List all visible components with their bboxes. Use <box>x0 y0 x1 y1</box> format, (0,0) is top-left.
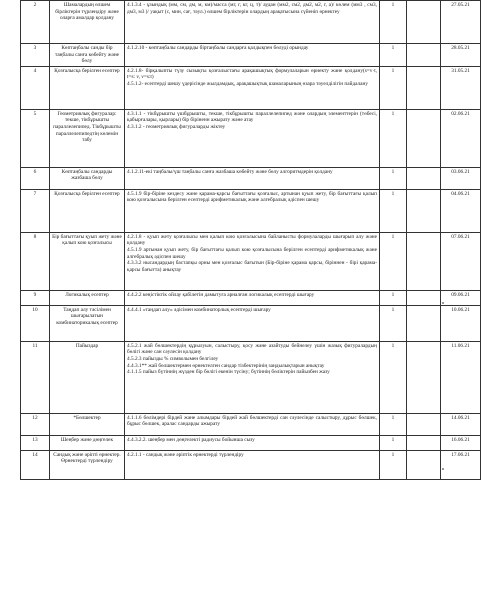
hours-value: 1 <box>391 451 395 458</box>
lesson-topic: Логикалық есептер <box>65 291 109 298</box>
table-row <box>21 290 481 305</box>
lesson-topic-cell <box>50 305 125 341</box>
date-cell <box>441 44 481 67</box>
lesson-topic-cell <box>50 1 125 44</box>
scan-speck <box>442 302 444 304</box>
learning-objective: 4.2.1.1 - сандық және әріптік өрнектерді түрлендіру <box>127 451 244 458</box>
hours-value: 1 <box>391 67 395 74</box>
learning-objectives-cell <box>125 189 380 232</box>
lesson-topic: Геометриялық фигуралар: текше, тікбұрышты параллелепипед. Тікбұрышты параллелепипедтің көлемін табу <box>53 110 121 144</box>
empty-cell <box>407 450 441 479</box>
lesson-date: 09.06.21 <box>451 291 470 298</box>
learning-objectives-cell <box>125 167 380 189</box>
table-row <box>21 109 481 167</box>
table-row <box>21 305 481 341</box>
lesson-date: 02.06.21 <box>451 110 470 117</box>
lesson-topic: Сандық және әріпті өрнектер. Өрнектерді түрлендіру <box>53 451 121 465</box>
lesson-number-cell <box>21 290 50 305</box>
lesson-number: 5 <box>33 110 37 117</box>
lesson-number-cell <box>21 109 50 167</box>
table-row <box>21 232 481 290</box>
lesson-date: 07.06.21 <box>451 233 470 240</box>
hours-value: 1 <box>391 342 395 349</box>
lesson-topic-cell <box>50 341 125 413</box>
hours-value: 1 <box>391 233 395 240</box>
hours-cell <box>380 305 407 341</box>
lesson-date: 10.06.21 <box>451 306 470 313</box>
lesson-topic: Таңдап алу тәсілімен шығарылатын комбинаторикалық есептер <box>56 306 118 327</box>
learning-objectives-cell <box>125 66 380 109</box>
learning-objective: 4.1.1.6 бөлімдері бірдей және алымдары бірдей жай бөлшектерді сан сәулесінде салыстыру, дұрыс бөлшек, бұрыс бөлшек, аралас сандарды ажырату <box>127 414 377 428</box>
hours-value: 1 <box>391 414 395 421</box>
lesson-number: 14 <box>32 451 38 458</box>
empty-cell <box>407 290 441 305</box>
lesson-topic: Шамалардың өлшем бірліктерін түрлендіру және оларға амалдар қолдану <box>55 2 119 22</box>
lesson-number-cell <box>21 435 50 450</box>
learning-objectives-cell <box>125 44 380 67</box>
learning-objective: 4.5.2.3 пайызды % символымен белгілеу <box>127 356 219 363</box>
lesson-number: 8 <box>33 233 37 240</box>
lesson-date: 04.06.21 <box>451 190 470 197</box>
hours-cell <box>380 44 407 67</box>
hours-value: 1 <box>391 436 395 443</box>
empty-cell <box>407 44 441 67</box>
hours-value: 1 <box>391 45 395 51</box>
lesson-topic: *Бөлшектер <box>73 414 101 421</box>
lesson-topic: Көптаңбалы санды бір таңбалы санға көбейту және бөлу <box>54 45 120 65</box>
lesson-number: 6 <box>33 168 37 175</box>
lesson-topic: Пайыздар <box>75 342 99 349</box>
lesson-topic-cell <box>50 450 125 479</box>
learning-objective: 4.1.3.4 - ұзындық (мм, см, дм, м, км)/масса (мг, г, кг, ц, т)/ аудан (мм2, см2, дм2, м2, г, а)/ көлем (мм3 , см3, дм3, м3 )/ уақыт (с, мин, сағ, тәул.) өлшем бірліктерін олардың арақатысына сүйеніп өрнектеу <box>127 2 377 15</box>
lesson-number: 12 <box>32 414 38 421</box>
date-cell <box>441 167 481 189</box>
lesson-number-cell <box>21 413 50 435</box>
learning-objective: 4.4.3.2.2. шеңбер мен дөңгелекті радиусы бойынша сызу <box>127 436 255 443</box>
lesson-topic-cell <box>50 66 125 109</box>
date-cell <box>441 232 481 290</box>
learning-objective: 4.5.1.2- есептерді шешу үдерісінде жылдамдық, арақашықтық шамаларының өзара тәуелділігін пайдалану <box>127 81 369 88</box>
hours-cell <box>380 232 407 290</box>
learning-objectives-cell <box>125 232 380 290</box>
learning-objective: 4.3.1.1 - тікбұрышты үшбұрышты, текше, тікбұрышты параллелепипед және олардың элементтерін (төбесі, қабырғалары, қырлары) бір біріненн ажырату және атау <box>127 110 377 124</box>
lesson-date: 17.06.21 <box>451 451 470 458</box>
lesson-plan-table <box>20 0 481 480</box>
lesson-topic: Шеңбер және дөңгелек <box>60 436 114 443</box>
hours-value: 1 <box>391 110 395 117</box>
lesson-number: 7 <box>33 190 37 197</box>
lesson-number-cell <box>21 305 50 341</box>
table-row <box>21 1 481 44</box>
learning-objective: 4.5.1.9 артынан қуып жету, бір бағыттағы қалып кою қозғалысына берілген есептерді арифметикалық және алгебралық әдіспен шешу <box>127 247 377 260</box>
lesson-number: 13 <box>32 436 38 443</box>
empty-cell <box>407 305 441 341</box>
lesson-number-cell <box>21 232 50 290</box>
learning-objectives-cell <box>125 109 380 167</box>
hours-value: 1 <box>391 2 395 8</box>
table-row <box>21 44 481 67</box>
lesson-topic-cell <box>50 109 125 167</box>
date-cell <box>441 1 481 44</box>
learning-objective: 4.1.2.11-екі таңбалы/үш таңбалы санға жазбаша көбейту және бөлу алгоритмдерін қолдану <box>127 168 333 175</box>
table-row <box>21 450 481 479</box>
learning-objective: 4.4.4.1 «таңдап алу» әдісімен комбинаторлық есептерді шығару <box>127 306 271 313</box>
lesson-number: 3 <box>33 45 37 51</box>
scan-speck <box>442 468 444 470</box>
lesson-topic: Қозғалысқа берілген есептер <box>54 67 120 74</box>
learning-objectives-cell <box>125 290 380 305</box>
learning-objectives-cell <box>125 341 380 413</box>
learning-objectives-cell <box>125 413 380 435</box>
learning-objective: 4.5.1.9 бір-біріне кездесу және қарама-қарсы бағыттағы қозғалыс, артынан қуып жету, бір бағыттағы қалып кою қозғалысына берілген есептерді арифметикалық және алгебралық әдіспен шешу <box>127 190 377 204</box>
hours-cell <box>380 189 407 232</box>
date-cell <box>441 290 481 305</box>
empty-cell <box>407 167 441 189</box>
lesson-topic-cell <box>50 189 125 232</box>
lesson-topic: Қозғалысқа берілген есептер <box>54 190 120 197</box>
lesson-topic-cell <box>50 413 125 435</box>
date-cell <box>441 450 481 479</box>
lesson-number-cell <box>21 44 50 67</box>
hours-value: 1 <box>391 291 395 298</box>
table-row <box>21 189 481 232</box>
learning-objective: 4.3.3.2 нысандардың бастапқы орны мен қозғалыс бағытын (Бір-біріне қарама қарсы, біріннен - бірі қарама-қарсы бағытта) анықтау <box>127 260 377 273</box>
table-row <box>21 435 481 450</box>
lesson-date: 11.06.21 <box>451 342 470 349</box>
learning-objective: 4.5.2.1 жай бөлшектердің құрылуын, салыстыру, қосу және азайтуды бейнелеу үшін жазық фигуралардың бөлігі және сан сәулесін қолдану <box>127 342 377 356</box>
lesson-plan-table-body <box>21 1 481 480</box>
lesson-topic-cell <box>50 44 125 67</box>
date-cell <box>441 413 481 435</box>
learning-objective: 4.2.1.8 - қуып жету қозғалысы мен қалып кою қозғалысына байланысты формулаларды шығарып алу және қолдану <box>127 233 377 247</box>
lesson-date: 31.05.21 <box>451 67 470 74</box>
lesson-date: 03.06.21 <box>451 168 470 175</box>
learning-objectives-cell <box>125 305 380 341</box>
lesson-number-cell <box>21 450 50 479</box>
date-cell <box>441 305 481 341</box>
empty-cell <box>407 189 441 232</box>
hours-cell <box>380 167 407 189</box>
date-cell <box>441 189 481 232</box>
learning-objectives-cell <box>125 1 380 44</box>
lesson-topic-cell <box>50 290 125 305</box>
table-row <box>21 413 481 435</box>
learning-objectives-cell <box>125 435 380 450</box>
lesson-topic: Бір бағыттағы қуып жету және қалып кою қозғалысы <box>52 233 122 247</box>
lesson-number: 4 <box>33 67 37 74</box>
learning-objective: 4.1.2.10 - көптаңбалы сандарды біртаңбалы сандарға қалдықпен бөлуді орындау <box>127 45 309 51</box>
hours-cell <box>380 290 407 305</box>
date-cell <box>441 109 481 167</box>
lesson-topic: Көптаңбалы сандарды жазбаша бөлу <box>61 168 113 182</box>
hours-value: 1 <box>391 168 395 175</box>
hours-value: 1 <box>391 306 395 313</box>
table-row <box>21 66 481 109</box>
hours-cell <box>380 1 407 44</box>
learning-objective: 4.4.3.1** жай бөлшектермен өрнектелген сандар тізбектерінің заңдылықтарын анықтау <box>127 362 325 369</box>
empty-cell <box>407 435 441 450</box>
document-page <box>20 0 470 600</box>
learning-objective: 4.4.2.2 кеңістіктік ойлау қабілетін дамытуға арналған логикалық есептерді шығару <box>127 291 315 298</box>
hours-cell <box>380 66 407 109</box>
lesson-number: 2 <box>33 2 37 8</box>
hours-cell <box>380 413 407 435</box>
table-row <box>21 167 481 189</box>
lesson-topic-cell <box>50 435 125 450</box>
lesson-topic-cell <box>50 232 125 290</box>
hours-cell <box>380 450 407 479</box>
lesson-number-cell <box>21 167 50 189</box>
lesson-number: 11 <box>32 342 38 349</box>
learning-objective: 4.1.1.5 пайыз бүтіннің жүзден бір бөлігі екенін түсіну; бүтіннің бөліктерін пайызбен жазу <box>127 369 330 376</box>
empty-cell <box>407 1 441 44</box>
lesson-date: 14.06.21 <box>451 414 470 421</box>
lesson-number-cell <box>21 1 50 44</box>
lesson-number-cell <box>21 66 50 109</box>
empty-cell <box>407 341 441 413</box>
lesson-date: 27.05.21 <box>451 2 470 8</box>
empty-cell <box>407 232 441 290</box>
lesson-date: 28.05.21 <box>451 45 470 51</box>
hours-cell <box>380 435 407 450</box>
empty-cell <box>407 413 441 435</box>
empty-cell <box>407 109 441 167</box>
learning-objective: 4.2.1.8- бірқалыпты түзу сызықты қозғалыстағы арақашықтық формулаларын өрнекту және қолдану(s=v·t, t=s: v, v=s:t) <box>127 67 377 81</box>
learning-objectives-cell <box>125 450 380 479</box>
date-cell <box>441 435 481 450</box>
date-cell <box>441 341 481 413</box>
lesson-number-cell <box>21 189 50 232</box>
learning-objective: 4.3.1.2 - геометриялық фигураларды жіктеу <box>127 124 226 131</box>
lesson-topic-cell <box>50 167 125 189</box>
hours-cell <box>380 109 407 167</box>
lesson-number: 10 <box>32 306 38 313</box>
hours-cell <box>380 341 407 413</box>
hours-value: 1 <box>391 190 395 197</box>
lesson-number: 9 <box>33 291 37 298</box>
table-row <box>21 341 481 413</box>
empty-cell <box>407 66 441 109</box>
date-cell <box>441 66 481 109</box>
lesson-date: 16.06.21 <box>451 436 470 443</box>
lesson-number-cell <box>21 341 50 413</box>
